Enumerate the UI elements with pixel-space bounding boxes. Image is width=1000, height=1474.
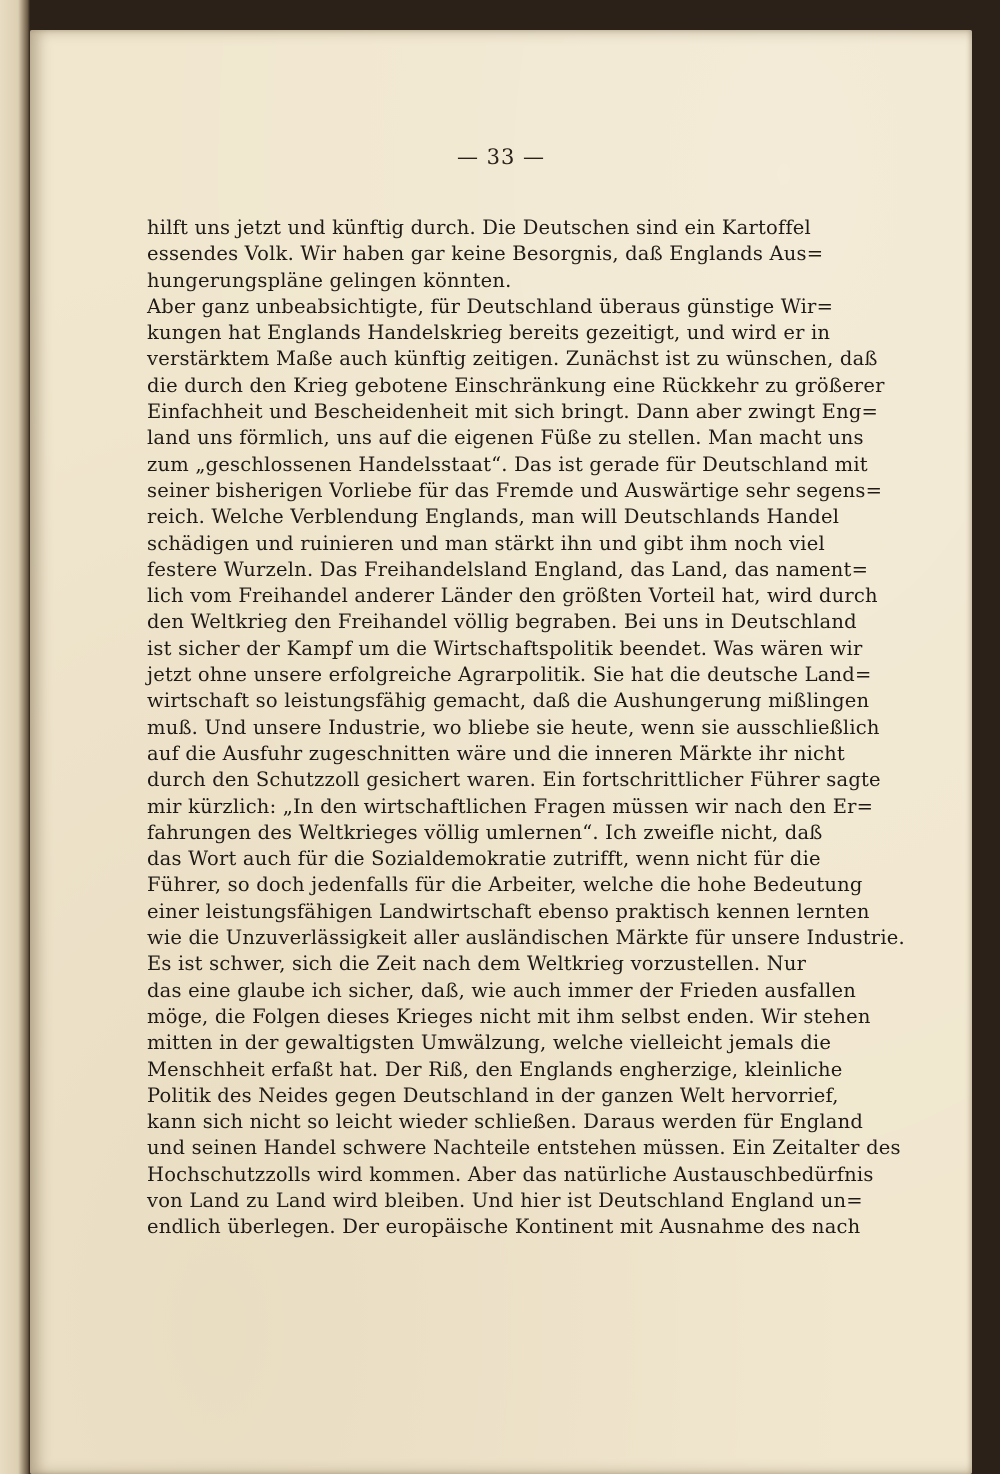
text-line: und seinen Handel schwere Nachteile entstehen müssen. Ein Zeitalter des	[147, 1136, 901, 1160]
text-line: endlich überlegen. Der europäische Kontinent mit Ausnahme des nach	[147, 1215, 861, 1239]
text-line: Menschheit erfaßt hat. Der Riß, den Englands engherzige, kleinliche	[147, 1057, 843, 1081]
text-line: Hochschutzzolls wird kommen. Aber das natürliche Austauschbedürfnis	[147, 1162, 874, 1186]
text-line: essendes Volk. Wir haben gar keine Besorgnis, daß Englands Aus=	[147, 242, 824, 266]
text-line: land uns förmlich, uns auf die eigenen Füße zu stellen. Man macht uns	[147, 426, 864, 450]
text-line: möge, die Folgen dieses Krieges nicht mit ihm selbst enden. Wir stehen	[147, 1004, 871, 1028]
text-line: Führer, so doch jedenfalls für die Arbeiter, welche die hohe Bedeutung	[147, 873, 863, 897]
text-line: festere Wurzeln. Das Freihandelsland England, das Land, das nament=	[147, 557, 869, 581]
text-line: kungen hat Englands Handelskrieg bereits gezeitigt, und wird er in	[147, 321, 831, 345]
text-line: auf die Ausfuhr zugeschnitten wäre und die inneren Märkte ihr nicht	[147, 741, 845, 765]
page-number: — 33 —	[456, 145, 546, 169]
text-line: das eine glaube ich sicher, daß, wie auch immer der Frieden ausfallen	[147, 978, 856, 1002]
text-line: einer leistungsfähigen Landwirtschaft ebenso praktisch kennen lernten	[147, 899, 870, 923]
text-line: fahrungen des Weltkrieges völlig umlernen“. Ich zweifle nicht, daß	[147, 820, 823, 844]
text-line: den Weltkrieg den Freihandel völlig begraben. Bei uns in Deutschland	[147, 610, 857, 634]
text-line: kann sich nicht so leicht wieder schließen. Daraus werden für England	[147, 1110, 864, 1134]
book-page	[30, 30, 972, 1474]
text-line: mir kürzlich: „In den wirtschaftlichen Fragen müssen wir nach den Er=	[147, 794, 874, 818]
text-line: jetzt ohne unsere erfolgreiche Agrarpolitik. Sie hat die deutsche Land=	[147, 663, 872, 687]
text-line: schädigen und ruinieren und man stärkt ihn und gibt ihm noch viel	[147, 531, 825, 555]
text-line: verstärktem Maße auch künftig zeitigen. Zunächst ist zu wünschen, daß	[147, 347, 878, 371]
text-line: wirtschaft so leistungsfähig gemacht, daß die Aushungerung mißlingen	[147, 689, 870, 713]
body-text	[147, 215, 905, 1241]
text-line: hilft uns jetzt und künftig durch. Die Deutschen sind ein Kartoffel	[147, 216, 811, 239]
text-line: wie die Unzuverlässigkeit aller ausländischen Märkte für unsere Industrie.	[147, 926, 905, 950]
text-line: ist sicher der Kampf um die Wirtschaftspolitik beendet. Was wären wir	[147, 636, 863, 660]
text-line: reich. Welche Verblendung Englands, man will Deutschlands Handel	[147, 505, 840, 529]
text-line: lich vom Freihandel anderer Länder den größten Vorteil hat, wird durch	[147, 584, 878, 608]
text-line: das Wort auch für die Sozialdemokratie zutrifft, wenn nicht für die	[147, 847, 821, 871]
text-line: durch den Schutzzoll gesichert waren. Ein fortschrittlicher Führer sagte	[147, 768, 881, 792]
adjacent-page-edge	[0, 0, 30, 1474]
text-line: Einfachheit und Bescheidenheit mit sich bringt. Dann aber zwingt Eng=	[147, 400, 879, 424]
text-line: von Land zu Land wird bleiben. Und hier ist Deutschland England un=	[147, 1188, 863, 1212]
text-line: muß. Und unsere Industrie, wo bliebe sie heute, wenn sie ausschließlich	[147, 715, 880, 739]
text-line: seiner bisherigen Vorliebe für das Fremde und Auswärtige sehr segens=	[147, 478, 883, 502]
text-line: die durch den Krieg gebotene Einschränkung eine Rückkehr zu größerer	[147, 373, 885, 397]
text-line: Politik des Neides gegen Deutschland in der ganzen Welt hervorrief,	[147, 1083, 839, 1107]
text-line: Es ist schwer, sich die Zeit nach dem Weltkrieg vorzustellen. Nur	[147, 952, 807, 976]
text-line: mitten in der gewaltigsten Umwälzung, welche vielleicht jemals die	[147, 1031, 832, 1055]
text-line: zum „geschlossenen Handelsstaat“. Das ist gerade für Deutschland mit	[147, 452, 868, 476]
text-line: hungerungspläne gelingen könnten.	[147, 268, 512, 292]
text-line: Aber ganz unbeabsichtigte, für Deutschland überaus günstige Wir=	[147, 294, 834, 318]
